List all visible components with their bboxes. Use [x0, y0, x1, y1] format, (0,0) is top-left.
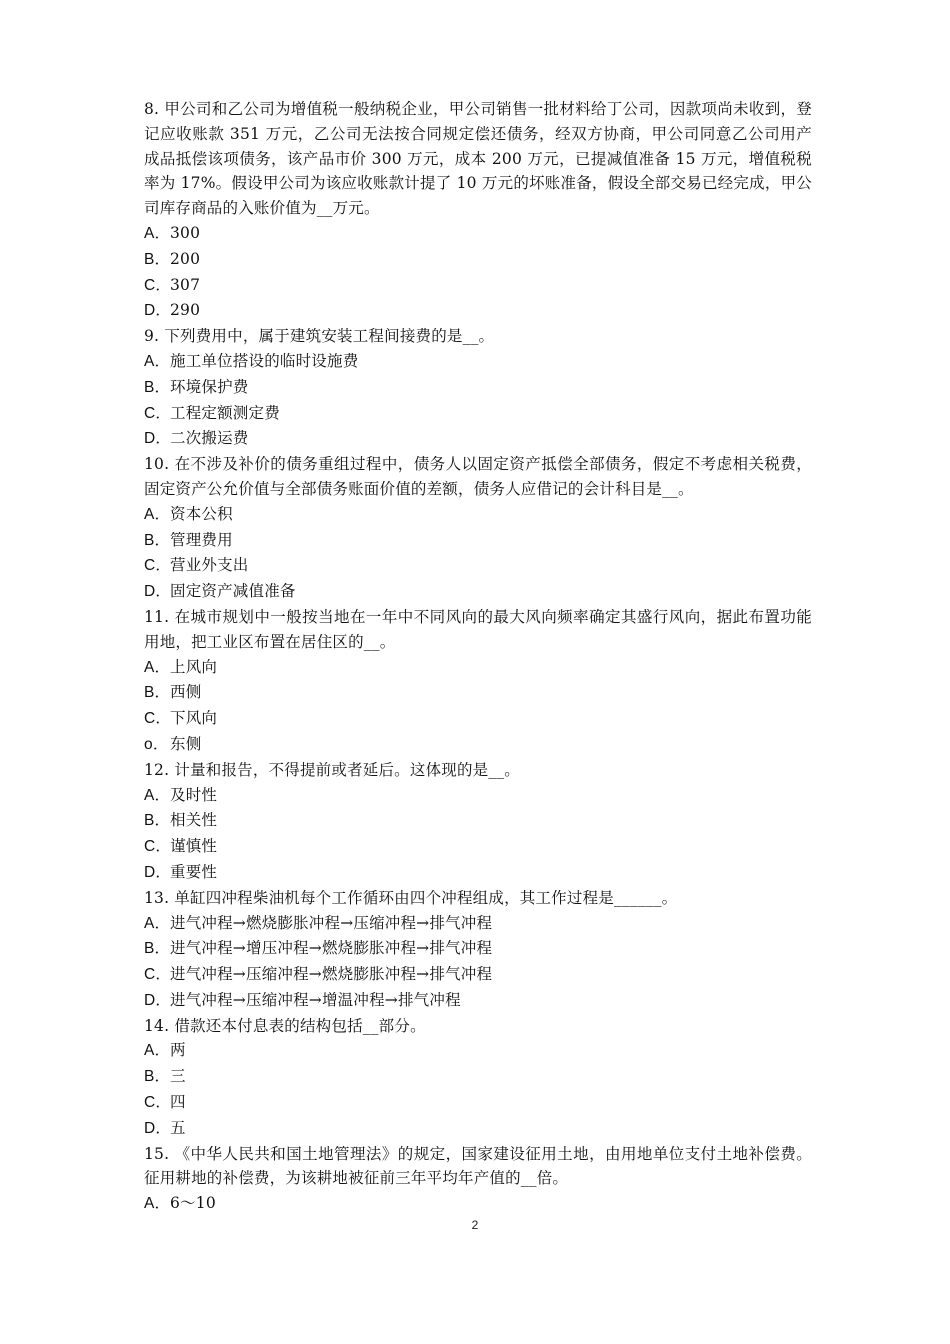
- option-b: [144, 936, 812, 962]
- question-stem: 14. 借款还本付息表的结构包括__部分。: [144, 1016, 426, 1035]
- option-a: [144, 911, 812, 937]
- document-page: [144, 97, 812, 1217]
- question-15: [144, 1142, 812, 1217]
- option-letter: B．: [144, 1068, 171, 1086]
- option-d: [144, 298, 812, 324]
- option-a: [144, 221, 812, 247]
- option-text: 两: [170, 1041, 186, 1060]
- option-c: [144, 273, 812, 299]
- option-d: [144, 988, 812, 1014]
- option-b: [144, 247, 812, 273]
- option-c: [144, 553, 812, 579]
- option-letter: C．: [144, 1094, 172, 1112]
- option-letter: D．: [144, 1119, 172, 1137]
- option-letter: A．: [144, 914, 171, 932]
- option-text: 下风向: [170, 709, 218, 728]
- option-b: [144, 528, 812, 554]
- option-letter: A．: [144, 786, 171, 804]
- option-letter: A．: [144, 505, 171, 523]
- option-c: [144, 1090, 812, 1116]
- question-14: [144, 1014, 812, 1142]
- option-a: [144, 349, 812, 375]
- question-12: [144, 758, 812, 886]
- option-letter: A．: [144, 658, 171, 676]
- question-stem: 9. 下列费用中，属于建筑安装工程间接费的是__。: [144, 327, 495, 346]
- option-letter: o．: [144, 735, 169, 753]
- question-13: [144, 886, 812, 1014]
- option-letter: B．: [144, 684, 171, 702]
- question-10: [144, 452, 812, 605]
- option-a: [144, 655, 812, 681]
- option-letter: D．: [144, 302, 172, 320]
- option-letter: D．: [144, 991, 172, 1009]
- option-d: [144, 732, 812, 758]
- option-text: 工程定额测定费: [170, 403, 280, 422]
- option-text: 西侧: [170, 683, 202, 702]
- option-text: 进气冲程→燃烧膨胀冲程→压缩冲程→排气冲程: [170, 913, 493, 932]
- option-letter: A．: [144, 1195, 171, 1213]
- option-letter: C．: [144, 404, 172, 422]
- option-letter: D．: [144, 583, 172, 601]
- option-text: 管理费用: [170, 530, 233, 549]
- option-d: [144, 1116, 812, 1142]
- option-letter: B．: [144, 531, 171, 549]
- option-text: 五: [170, 1118, 186, 1137]
- option-c: [144, 962, 812, 988]
- option-text: 及时性: [170, 785, 218, 804]
- question-11: [144, 605, 812, 758]
- option-letter: A．: [144, 352, 171, 370]
- question-stem: 12. 计量和报告，不得提前或者延后。这体现的是__。: [144, 760, 520, 779]
- option-letter: C．: [144, 966, 172, 984]
- option-b: [144, 680, 812, 706]
- option-letter: D．: [144, 430, 172, 448]
- question-stem: 11. 在城市规划中一般按当地在一年中不同风向的最大风向频率确定其盛行风向，据此布置功能用地，把工业区布置在居住区的__。: [144, 607, 812, 651]
- option-letter: B．: [144, 940, 171, 958]
- question-stem: 15. 《中华人民共和国土地管理法》的规定，国家建设征用土地，由用地单位支付土地补偿费。征用耕地的补偿费，为该耕地被征前三年平均年产值的__倍。: [144, 1144, 812, 1188]
- option-d: [144, 579, 812, 605]
- option-text: 四: [170, 1093, 186, 1112]
- option-text: 环境保护费: [170, 377, 249, 396]
- option-text: 290: [170, 301, 201, 320]
- page-number: 2: [471, 1218, 479, 1232]
- question-stem: 8. 甲公司和乙公司为增值税一般纳税企业，甲公司销售一批材料给丁公司，因款项尚未收到，登记应收账款 351 万元，乙公司无法按合同规定偿还债务，经双方协商，甲公司同意乙公司用产成品抵偿该项债务，该产品市价 300 万元，成本 200 万元，已提减值准备 15 万元，增值税税率为 17%。假设甲公司为该应收账款计提了 10 万元的坏账准备，假设全部交易已经完成，甲公司库存商品的入账价值为__万元。: [144, 100, 812, 218]
- option-text: 6～10: [170, 1194, 216, 1213]
- option-letter: D．: [144, 863, 172, 881]
- option-text: 300: [170, 223, 201, 242]
- option-text: 三: [170, 1067, 186, 1086]
- question-8: [144, 97, 812, 324]
- option-text: 上风向: [170, 657, 218, 676]
- option-c: [144, 401, 812, 427]
- option-text: 二次搬运费: [170, 429, 249, 448]
- option-text: 东侧: [170, 734, 202, 753]
- option-text: 营业外支出: [170, 556, 249, 575]
- option-letter: A．: [144, 224, 171, 242]
- option-d: [144, 426, 812, 452]
- option-text: 进气冲程→增压冲程→燃烧膨胀冲程→排气冲程: [170, 939, 493, 958]
- option-text: 进气冲程→压缩冲程→燃烧膨胀冲程→排气冲程: [170, 965, 493, 984]
- option-a: [144, 1038, 812, 1064]
- option-b: [144, 808, 812, 834]
- option-b: [144, 375, 812, 401]
- question-9: [144, 324, 812, 452]
- option-c: [144, 706, 812, 732]
- option-c: [144, 834, 812, 860]
- option-a: [144, 502, 812, 528]
- option-letter: C．: [144, 276, 172, 294]
- option-text: 200: [170, 249, 201, 268]
- option-letter: B．: [144, 812, 171, 830]
- option-text: 进气冲程→压缩冲程→增温冲程→排气冲程: [170, 990, 461, 1009]
- option-text: 谨慎性: [170, 837, 218, 856]
- option-letter: B．: [144, 378, 171, 396]
- question-stem: 10. 在不涉及补价的债务重组过程中，债务人以固定资产抵偿全部债务，假定不考虑相关税费，固定资产公允价值与全部债务账面价值的差额，债务人应借记的会计科目是__。: [144, 455, 812, 498]
- option-d: [144, 860, 812, 886]
- option-text: 资本公积: [170, 504, 233, 523]
- option-text: 施工单位搭设的临时设施费: [170, 351, 359, 370]
- option-letter: C．: [144, 557, 172, 575]
- option-text: 固定资产减值准备: [170, 582, 296, 601]
- option-b: [144, 1064, 812, 1090]
- option-letter: A．: [144, 1042, 171, 1060]
- option-text: 相关性: [170, 811, 218, 830]
- option-a: [144, 783, 812, 809]
- option-letter: B．: [144, 250, 171, 268]
- question-stem: 13. 单缸四冲程柴油机每个工作循环由四个冲程组成，其工作过程是______。: [144, 888, 678, 907]
- option-text: 重要性: [170, 862, 218, 881]
- option-a: [144, 1191, 812, 1217]
- option-letter: C．: [144, 838, 172, 856]
- option-letter: C．: [144, 710, 172, 728]
- option-text: 307: [170, 275, 201, 294]
